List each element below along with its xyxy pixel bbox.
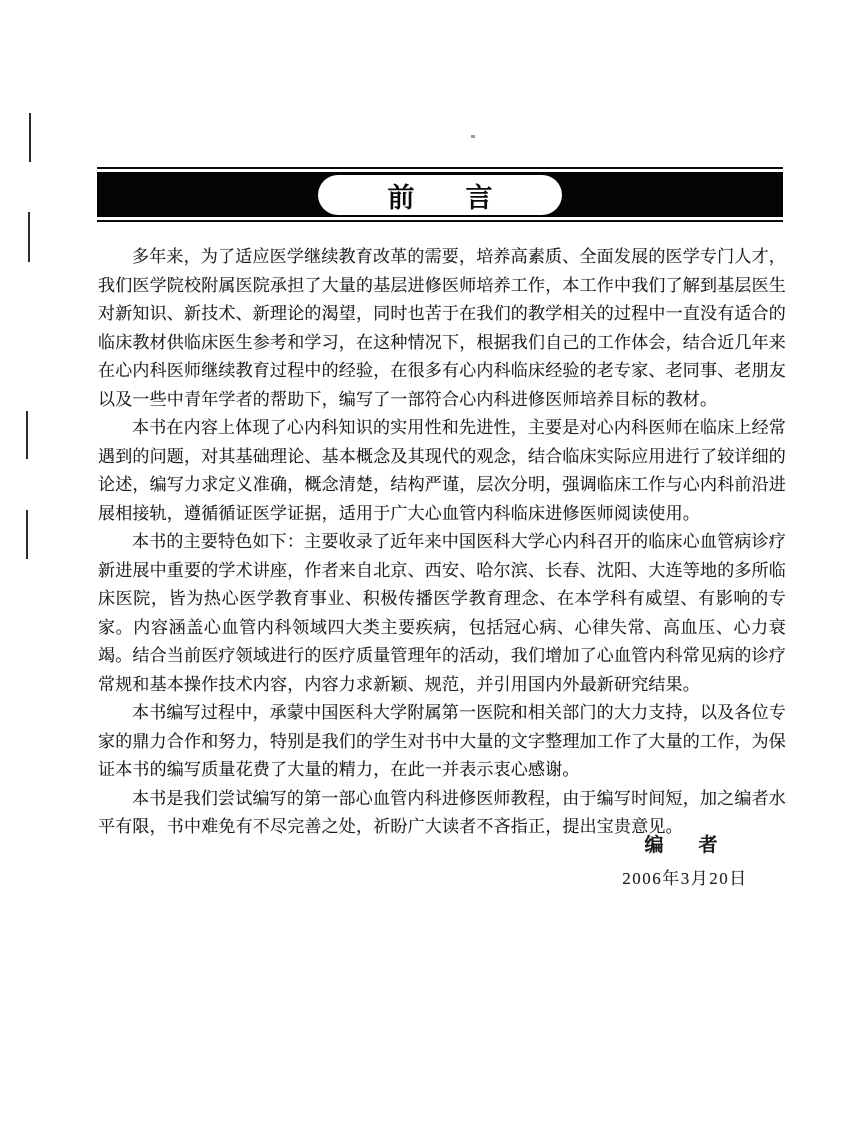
page-title: 前 言 [387,182,505,213]
preface-paragraph-5: 本书是我们尝试编写的第一部心血管内科进修医师教程，由于编写时间短，加之编者水平有限，书中难免有不尽完善之处，祈盼广大读者不吝指正，提出宝贵意见。 [98,788,786,836]
chapter-banner [97,167,783,222]
signature-date: 2006年3月20日 [622,869,748,888]
banner-title-pill [318,175,562,215]
signature-block [560,830,810,889]
scan-artifact-line-2 [28,212,30,262]
scan-noise-dot [471,135,475,138]
banner-bar [97,172,783,217]
banner-bottom-rule [97,220,783,222]
preface-paragraph-2: 本书在内容上体现了心内科知识的实用性和先进性，主要是对心内科医师在临床上经常遇到的问题，对其基础理论、基本概念及其现代的观念，结合临床实际应用进行了较详细的论述，编写力求定义准确，概念清楚，结构严谨，层次分明，强调临床工作与心内科前沿进展相接轨，遵循循证医学证据，适用于广大心血管内科临床进修医师阅读使用。 [98,418,786,523]
preface-paragraph-4: 本书编写过程中，承蒙中国医科大学附属第一医院和相关部门的大力支持，以及各位专家的鼎力合作和努力，特别是我们的学生对书中大量的文字整理加工作了大量的工作，为保证本书的编写质量花费了大量的精力，在此一并表示衷心感谢。 [98,703,786,779]
scan-artifact-line-3 [26,411,28,459]
scan-artifact-line-4 [26,510,28,559]
author-signature: 编 者 [644,835,726,856]
preface-paragraph-1: 多年来，为了适应医学继续教育改革的需要，培养高素质、全面发展的医学专门人才，我们医学院校附属医院承担了大量的基层进修医师培养工作，本工作中我们了解到基层医生对新知识、新技术、新理论的渴望，同时也苦于在我们的教学相关的过程中一直没有适合的临床教材供临床医生参考和学习，在这种情况下，根据我们自己的工作体会，结合近几年来在心内科医师继续教育过程中的经验，在很多有心内科临床经验的老专家、老同事、老朋友以及一些中青年学者的帮助下，编写了一部符合心内科进修医师培养目标的教材。 [98,247,786,409]
scan-artifact-line-1 [29,113,31,162]
preface-paragraph-3: 本书的主要特色如下：主要收录了近年来中国医科大学心内科召开的临床心血管病诊疗新进展中重要的学术讲座，作者来自北京、西安、哈尔滨、长春、沈阳、大连等地的多所临床医院，皆为热心医学教育事业、积极传播医学教育理念、在本学科有威望、有影响的专家。内容涵盖心血管内科领域四大类主要疾病，包括冠心病、心律失常、高血压、心力衰竭。结合当前医疗领域进行的医疗质量管理年的活动，我们增加了心血管内科常见病的诊疗常规和基本操作技术内容，内容力求新颖、规范，并引用国内外最新研究结果。 [98,532,786,694]
preface-body [98,243,786,842]
banner-top-rule [97,167,783,169]
